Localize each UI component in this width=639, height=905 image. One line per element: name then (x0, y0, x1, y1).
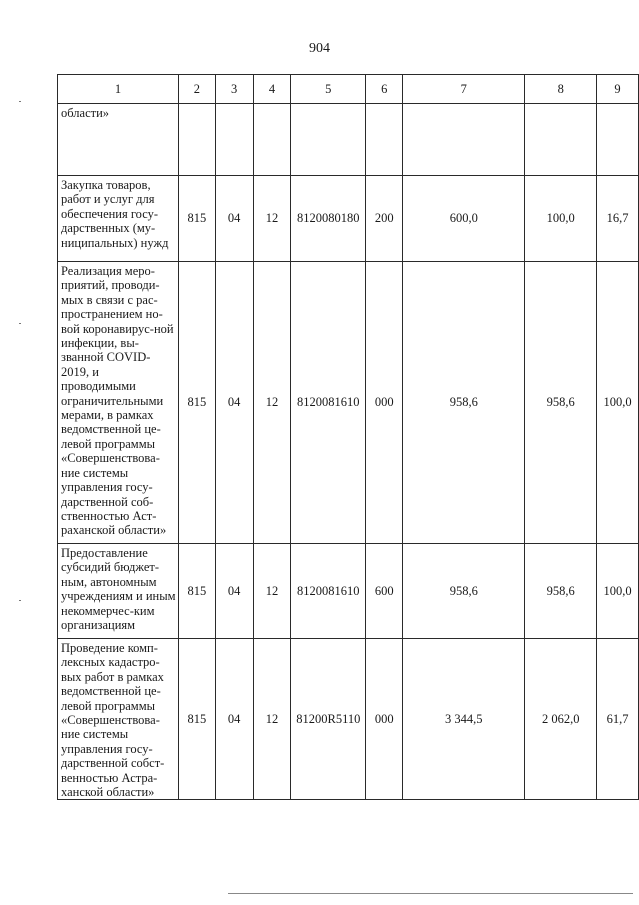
table-row (58, 639, 639, 800)
cell-actual: 2 062,0 (525, 639, 597, 800)
cell-target-article: 81200R5110 (291, 639, 366, 800)
row-name-cell: Реализация меро-приятий, проводи-мых в связи с рас-пространением но-вой коронавирус-ной инфекции, вы-званной COVID-2019, и проводимыми ограничительными мерами, в рамках ведомственной це-левой программы «Совершенствова-ние системы управления госу-дарственной соб-ственностью Аст-раханской области» (58, 262, 179, 544)
cell-plan (403, 104, 525, 176)
cell-expense-type: 000 (366, 639, 403, 800)
header-row (58, 75, 639, 104)
cell-percent: 100,0 (597, 262, 639, 544)
bottom-rule (228, 893, 633, 894)
cell-plan: 958,6 (403, 544, 525, 639)
table-row (58, 104, 639, 176)
scan-mark (19, 600, 21, 601)
cell-subsection: 12 (253, 176, 291, 262)
budget-table (57, 74, 639, 800)
cell-expense-type: 000 (366, 262, 403, 544)
cell-plan: 3 344,5 (403, 639, 525, 800)
header-cell: 1 (58, 75, 179, 104)
table-row (58, 544, 639, 639)
cell-percent (597, 104, 639, 176)
cell-section: 04 (215, 262, 253, 544)
header-cell: 5 (291, 75, 366, 104)
cell-target-article: 8120080180 (291, 176, 366, 262)
row-name-cell: Проведение комп-лексных кадастро-вых работ в рамках ведомственной це-левой программы «Совершенствова-ние системы управления госу-дарственной собст-венностью Астра-ханской области» (58, 639, 179, 800)
cell-percent: 16,7 (597, 176, 639, 262)
cell-percent: 61,7 (597, 639, 639, 800)
cell-ministry: 815 (178, 176, 215, 262)
cell-target-article: 8120081610 (291, 262, 366, 544)
header-cell: 4 (253, 75, 291, 104)
cell-expense-type: 600 (366, 544, 403, 639)
scan-mark (19, 323, 21, 324)
table-row (58, 176, 639, 262)
row-name-cell: Закупка товаров, работ и услуг для обеспечения госу-дарственных (му-ниципальных) нужд (58, 176, 179, 262)
cell-section: 04 (215, 544, 253, 639)
row-name-cell: области» (58, 104, 179, 176)
header-cell: 9 (597, 75, 639, 104)
cell-section: 04 (215, 639, 253, 800)
header-cell: 2 (178, 75, 215, 104)
cell-actual: 958,6 (525, 262, 597, 544)
cell-ministry: 815 (178, 544, 215, 639)
table-row (58, 262, 639, 544)
cell-plan: 600,0 (403, 176, 525, 262)
scan-mark (19, 101, 21, 102)
page-number: 904 (309, 41, 330, 56)
cell-target-article (291, 104, 366, 176)
cell-ministry: 815 (178, 262, 215, 544)
cell-percent: 100,0 (597, 544, 639, 639)
header-cell: 8 (525, 75, 597, 104)
cell-actual: 958,6 (525, 544, 597, 639)
cell-target-article: 8120081610 (291, 544, 366, 639)
cell-actual (525, 104, 597, 176)
cell-expense-type (366, 104, 403, 176)
cell-section: 04 (215, 176, 253, 262)
cell-ministry (178, 104, 215, 176)
header-cell: 6 (366, 75, 403, 104)
cell-subsection: 12 (253, 639, 291, 800)
cell-expense-type: 200 (366, 176, 403, 262)
cell-plan: 958,6 (403, 262, 525, 544)
header-cell: 3 (215, 75, 253, 104)
cell-subsection: 12 (253, 544, 291, 639)
cell-actual: 100,0 (525, 176, 597, 262)
cell-subsection (253, 104, 291, 176)
row-name-cell: Предоставление субсидий бюджет-ным, автономным учреждениям и иным некоммерчес-ким организациям (58, 544, 179, 639)
cell-section (215, 104, 253, 176)
cell-ministry: 815 (178, 639, 215, 800)
header-cell: 7 (403, 75, 525, 104)
cell-subsection: 12 (253, 262, 291, 544)
